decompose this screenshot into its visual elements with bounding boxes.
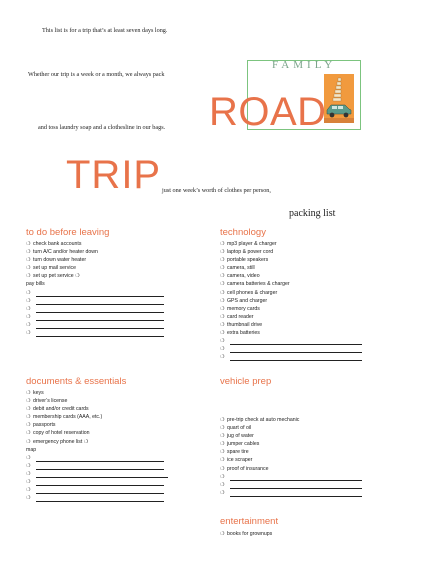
bullet-icon: ❍ — [220, 330, 225, 337]
vehicle-list — [220, 416, 362, 497]
list-item[interactable]: ❍ cell phones & charger — [220, 289, 278, 296]
list-item[interactable]: ❍ card reader — [220, 313, 254, 320]
blank-line-item[interactable] — [26, 329, 164, 337]
blank-line-item[interactable] — [26, 321, 164, 329]
list-item[interactable]: ❍ debit and/or credit cards — [26, 406, 89, 413]
bullet-icon: ❍ — [220, 465, 225, 472]
list-item[interactable]: ❍ ice scraper — [220, 457, 253, 464]
list-item[interactable]: ❍ driver’s license — [26, 398, 68, 405]
car-illustration-icon — [324, 74, 354, 123]
blank-line-item[interactable] — [26, 494, 168, 502]
bullet-icon: ❍ — [26, 430, 31, 437]
list-item[interactable]: ❍ thumbnail drive — [220, 321, 263, 328]
intro-line-4: just one week’s worth of clothes per person, — [162, 187, 271, 194]
family-title: FAMILY — [272, 59, 337, 71]
list-item[interactable]: map — [26, 446, 37, 453]
bullet-icon: ❍ — [26, 454, 31, 461]
bullet-icon: ❍ — [26, 470, 31, 477]
bullet-icon: ❍ — [26, 414, 31, 421]
list-item[interactable]: ❍ camera, still — [220, 265, 255, 272]
blank-line-item[interactable] — [26, 289, 164, 297]
blank-line-item[interactable] — [26, 305, 164, 313]
todo-list — [26, 240, 164, 337]
list-item[interactable]: ❍ membership cards (AAA, etc.) — [26, 414, 103, 421]
bullet-icon: ❍ — [26, 257, 31, 264]
list-item[interactable]: ❍ copy of hotel reservation — [26, 430, 90, 437]
blank-line-item[interactable] — [26, 478, 168, 486]
bullet-icon: ❍ — [26, 422, 31, 429]
blank-line-item[interactable] — [220, 353, 362, 361]
list-item[interactable]: ❍ turn A/C and/or heater down — [26, 249, 98, 256]
list-item[interactable]: ❍ books for grownups — [220, 531, 273, 537]
intro-line-1: This list is for a trip that’s at least seven days long. — [42, 27, 168, 34]
bullet-icon: ❍ — [220, 281, 225, 288]
road-title: ROAD — [209, 90, 327, 134]
bullet-icon: ❍ — [26, 313, 31, 320]
bullet-icon: ❍ — [220, 313, 225, 320]
bullet-icon: ❍ — [26, 438, 31, 445]
blank-line[interactable] — [230, 355, 362, 361]
intro-line-2: Whether our trip is a week or a month, we always pack — [28, 71, 165, 78]
list-item[interactable]: ❍ check bank accounts — [26, 241, 82, 247]
bullet-icon: ❍ — [220, 321, 225, 328]
technology-list — [220, 240, 362, 361]
list-item[interactable]: ❍ pre-trip check at auto mechanic — [220, 417, 300, 423]
bullet-icon: ❍ — [26, 479, 31, 486]
bullet-icon: ❍ — [220, 338, 225, 345]
car-poster-image — [324, 74, 354, 123]
blank-line-item[interactable] — [26, 313, 164, 321]
list-item[interactable]: ❍ laptop & power cord — [220, 249, 274, 256]
documents-list — [26, 389, 168, 502]
bullet-icon: ❍ — [26, 495, 31, 502]
bullet-icon: ❍ — [220, 473, 225, 480]
bullet-icon: ❍ — [26, 487, 31, 494]
bullet-icon: ❍ — [220, 354, 225, 361]
list-item[interactable]: ❍ camera batteries & charger — [220, 281, 290, 288]
bullet-icon: ❍ — [26, 406, 31, 413]
bullet-icon: ❍ — [220, 531, 225, 537]
entertainment-list — [220, 530, 272, 538]
bullet-icon: ❍ — [26, 321, 31, 328]
list-item[interactable]: ❍ extra batteries — [220, 330, 260, 337]
list-item[interactable]: ❍ portable speakers — [220, 257, 269, 264]
bullet-icon: ❍ — [26, 273, 31, 280]
bullet-icon: ❍ — [220, 249, 225, 256]
blank-line-item[interactable] — [220, 473, 362, 481]
list-item[interactable]: ❍ passports — [26, 422, 56, 429]
bullet-icon: ❍ — [26, 398, 31, 405]
bullet-icon: ❍ — [220, 241, 225, 247]
list-item[interactable]: ❍ jug of water — [220, 433, 254, 440]
list-item[interactable]: ❍ set up mail service — [26, 265, 76, 272]
bullet-icon: ❍ — [26, 265, 31, 272]
bullet-icon: ❍ — [220, 257, 225, 264]
list-item[interactable]: ❍ keys — [26, 390, 44, 396]
entertainment-heading: entertainment — [220, 516, 279, 527]
list-item[interactable]: ❍ mp3 player & charger — [220, 241, 277, 247]
list-item[interactable]: pay bills — [26, 281, 45, 288]
list-item[interactable]: ❍ quart of oil — [220, 425, 252, 432]
technology-heading: technology — [220, 227, 266, 238]
bullet-icon: ❍ — [220, 289, 225, 296]
bullet-icon: ❍ — [26, 462, 31, 469]
bullet-icon: ❍ — [220, 449, 225, 456]
blank-line-item[interactable] — [26, 470, 168, 478]
list-item[interactable]: ❍ proof of insurance — [220, 465, 269, 472]
vehicle-heading: vehicle prep — [220, 376, 272, 387]
bullet-icon: ❍ — [26, 390, 31, 396]
bullet-icon: ❍ — [220, 489, 225, 496]
blank-line-item[interactable] — [220, 481, 362, 489]
list-item[interactable]: ❍ turn down water heater — [26, 257, 87, 264]
bullet-icon: ❍ — [220, 265, 225, 272]
bullet-icon: ❍ — [220, 346, 225, 353]
blank-line-item[interactable] — [220, 489, 362, 497]
packing-list-label: packing list — [289, 208, 336, 219]
blank-line[interactable] — [36, 331, 164, 337]
trip-title: TRIP — [66, 153, 162, 197]
bullet-icon: ❍ — [220, 305, 225, 312]
list-item[interactable]: ❍ jumper cables — [220, 441, 260, 448]
documents-heading: documents & essentials — [26, 376, 127, 387]
bullet-icon: ❍ — [220, 441, 225, 448]
list-item[interactable]: ❍ memory cards — [220, 305, 260, 312]
blank-line-item[interactable] — [220, 345, 362, 353]
list-item[interactable]: ❍ set up pet service ❍ — [26, 273, 80, 280]
bullet-icon: ❍ — [220, 481, 225, 488]
bullet-icon: ❍ — [26, 297, 31, 304]
bullet-icon: ❍ — [220, 425, 225, 432]
list-item[interactable]: ❍ camera, video — [220, 273, 260, 280]
bullet-icon: ❍ — [26, 249, 31, 256]
bullet-icon: ❍ — [26, 330, 31, 337]
bullet-icon: ❍ — [220, 417, 225, 423]
list-item[interactable]: ❍ GPS and charger — [220, 297, 268, 304]
list-item[interactable]: ❍ spare tire — [220, 449, 249, 456]
todo-heading: to do before leaving — [26, 227, 110, 238]
list-item[interactable]: ❍ emergency phone list ❍ — [26, 438, 89, 445]
bullet-icon: ❍ — [220, 273, 225, 280]
blank-line-item[interactable] — [26, 462, 168, 470]
blank-line-item[interactable] — [26, 486, 168, 494]
bullet-icon: ❍ — [220, 457, 225, 464]
bullet-icon: ❍ — [26, 305, 31, 312]
bullet-icon: ❍ — [26, 289, 31, 296]
intro-line-3: and toss laundry soap and a clothesline in our bags. — [38, 124, 166, 131]
blank-line[interactable] — [36, 496, 164, 502]
bullet-icon: ❍ — [220, 433, 225, 440]
blank-line[interactable] — [230, 491, 362, 497]
blank-line-item[interactable] — [26, 454, 168, 462]
blank-line-item[interactable] — [26, 297, 164, 305]
blank-line-item[interactable] — [220, 337, 362, 345]
bullet-icon: ❍ — [220, 297, 225, 304]
bullet-icon: ❍ — [26, 241, 31, 247]
